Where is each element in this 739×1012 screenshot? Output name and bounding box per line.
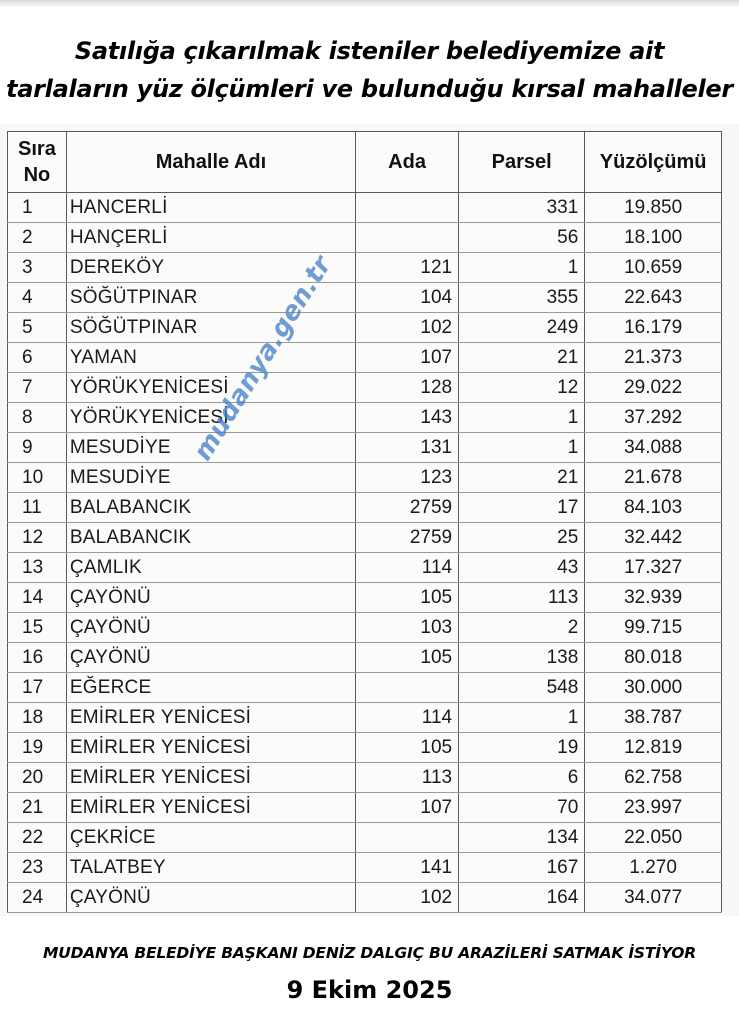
cell-yuzolcumu: 23.997 bbox=[585, 793, 722, 823]
cell-yuzolcumu: 37.292 bbox=[585, 403, 722, 433]
cell-yuzolcumu: 84.103 bbox=[585, 493, 722, 523]
cell-mahalle-adi: EĞERCE bbox=[66, 673, 355, 703]
cell-parsel: 70 bbox=[459, 793, 585, 823]
cell-mahalle-adi: SÖĞÜTPINAR bbox=[66, 283, 355, 313]
cell-ada bbox=[356, 823, 459, 853]
cell-yuzolcumu: 62.758 bbox=[585, 763, 722, 793]
cell-sira-no: 2 bbox=[8, 223, 67, 253]
cell-mahalle-adi: MESUDİYE bbox=[66, 433, 355, 463]
cell-mahalle-adi: ÇAYÖNÜ bbox=[66, 583, 355, 613]
cell-sira-no: 17 bbox=[8, 673, 67, 703]
cell-yuzolcumu: 17.327 bbox=[585, 553, 722, 583]
cell-parsel: 21 bbox=[459, 343, 585, 373]
cell-sira-no: 21 bbox=[8, 793, 67, 823]
cell-ada: 105 bbox=[356, 733, 459, 763]
cell-yuzolcumu: 21.678 bbox=[585, 463, 722, 493]
cell-yuzolcumu: 21.373 bbox=[585, 343, 722, 373]
cell-ada: 141 bbox=[356, 853, 459, 883]
cell-mahalle-adi: BALABANCIK bbox=[66, 523, 355, 553]
cell-sira-no: 7 bbox=[8, 373, 67, 403]
cell-yuzolcumu: 32.939 bbox=[585, 583, 722, 613]
cell-parsel: 56 bbox=[459, 223, 585, 253]
cell-ada: 121 bbox=[356, 253, 459, 283]
cell-ada: 105 bbox=[356, 583, 459, 613]
cell-parsel: 134 bbox=[459, 823, 585, 853]
cell-sira-no: 12 bbox=[8, 523, 67, 553]
cell-mahalle-adi: SÖĞÜTPINAR bbox=[66, 313, 355, 343]
cell-parsel: 19 bbox=[459, 733, 585, 763]
cell-sira-no: 10 bbox=[8, 463, 67, 493]
table-header-row bbox=[8, 132, 722, 193]
table-row bbox=[8, 433, 722, 463]
cell-yuzolcumu: 80.018 bbox=[585, 643, 722, 673]
cell-mahalle-adi: TALATBEY bbox=[66, 853, 355, 883]
cell-ada: 143 bbox=[356, 403, 459, 433]
cell-sira-no: 13 bbox=[8, 553, 67, 583]
header-yuzolcumu: Yüzölçümü bbox=[585, 132, 722, 193]
header-parsel: Parsel bbox=[459, 132, 585, 193]
cell-mahalle-adi: ÇAYÖNÜ bbox=[66, 613, 355, 643]
cell-ada: 128 bbox=[356, 373, 459, 403]
cell-mahalle-adi: HANÇERLİ bbox=[66, 223, 355, 253]
cell-mahalle-adi: EMİRLER YENİCESİ bbox=[66, 733, 355, 763]
cell-mahalle-adi: EMİRLER YENİCESİ bbox=[66, 763, 355, 793]
table-row bbox=[8, 463, 722, 493]
header-sira-no bbox=[8, 132, 67, 193]
cell-ada: 2759 bbox=[356, 493, 459, 523]
cell-parsel: 249 bbox=[459, 313, 585, 343]
cell-parsel: 2 bbox=[459, 613, 585, 643]
cell-ada: 114 bbox=[356, 703, 459, 733]
header-mahalle-adi: Mahalle Adı bbox=[66, 132, 355, 193]
cell-sira-no: 3 bbox=[8, 253, 67, 283]
cell-yuzolcumu: 30.000 bbox=[585, 673, 722, 703]
cell-yuzolcumu: 32.442 bbox=[585, 523, 722, 553]
cell-mahalle-adi: EMİRLER YENİCESİ bbox=[66, 793, 355, 823]
land-table bbox=[7, 131, 722, 913]
table-row bbox=[8, 373, 722, 403]
cell-parsel: 25 bbox=[459, 523, 585, 553]
cell-ada bbox=[356, 193, 459, 223]
cell-sira-no: 24 bbox=[8, 883, 67, 913]
cell-sira-no: 8 bbox=[8, 403, 67, 433]
cell-sira-no: 11 bbox=[8, 493, 67, 523]
watermark-text: mudanya.gen.tr bbox=[188, 251, 338, 466]
table-row bbox=[8, 763, 722, 793]
top-edge bbox=[0, 0, 739, 8]
cell-yuzolcumu: 34.088 bbox=[585, 433, 722, 463]
cell-sira-no: 5 bbox=[8, 313, 67, 343]
table-row bbox=[8, 523, 722, 553]
cell-parsel: 1 bbox=[459, 253, 585, 283]
cell-mahalle-adi: YÖRÜKYENİCESİ bbox=[66, 373, 355, 403]
cell-ada: 102 bbox=[356, 313, 459, 343]
cell-sira-no: 1 bbox=[8, 193, 67, 223]
table-row bbox=[8, 583, 722, 613]
cell-ada: 102 bbox=[356, 883, 459, 913]
cell-mahalle-adi: ÇAYÖNÜ bbox=[66, 883, 355, 913]
cell-sira-no: 6 bbox=[8, 343, 67, 373]
cell-yuzolcumu: 19.850 bbox=[585, 193, 722, 223]
cell-mahalle-adi: EMİRLER YENİCESİ bbox=[66, 703, 355, 733]
cell-sira-no: 9 bbox=[8, 433, 67, 463]
cell-parsel: 548 bbox=[459, 673, 585, 703]
page-title bbox=[0, 32, 739, 108]
header-ada: Ada bbox=[356, 132, 459, 193]
cell-ada bbox=[356, 673, 459, 703]
cell-yuzolcumu: 22.643 bbox=[585, 283, 722, 313]
table-row bbox=[8, 193, 722, 223]
cell-sira-no: 22 bbox=[8, 823, 67, 853]
title-line-1: Satılığa çıkarılmak isteniler belediyemize ait bbox=[74, 37, 665, 65]
footer-headline: MUDANYA BELEDİYE BAŞKANI DENİZ DALGIÇ BU ARAZİLERİ SATMAK İSTİYOR bbox=[42, 944, 697, 962]
cell-parsel: 138 bbox=[459, 643, 585, 673]
cell-parsel: 6 bbox=[459, 763, 585, 793]
cell-yuzolcumu: 16.179 bbox=[585, 313, 722, 343]
cell-sira-no: 23 bbox=[8, 853, 67, 883]
table-row bbox=[8, 343, 722, 373]
cell-parsel: 167 bbox=[459, 853, 585, 883]
cell-yuzolcumu: 22.050 bbox=[585, 823, 722, 853]
cell-parsel: 1 bbox=[459, 403, 585, 433]
cell-sira-no: 18 bbox=[8, 703, 67, 733]
cell-mahalle-adi: BALABANCIK bbox=[66, 493, 355, 523]
title-line-2: tarlaların yüz ölçümleri ve bulunduğu kırsal mahalleler bbox=[6, 75, 733, 103]
cell-parsel: 1 bbox=[459, 703, 585, 733]
table-row bbox=[8, 493, 722, 523]
cell-yuzolcumu: 99.715 bbox=[585, 613, 722, 643]
cell-ada: 114 bbox=[356, 553, 459, 583]
header-sira-no-label: Sıra No bbox=[18, 138, 56, 186]
table-row bbox=[8, 853, 722, 883]
cell-parsel: 331 bbox=[459, 193, 585, 223]
cell-mahalle-adi: ÇAMLIK bbox=[66, 553, 355, 583]
table-row bbox=[8, 643, 722, 673]
cell-mahalle-adi: MESUDİYE bbox=[66, 463, 355, 493]
table-row bbox=[8, 703, 722, 733]
cell-sira-no: 16 bbox=[8, 643, 67, 673]
cell-sira-no: 19 bbox=[8, 733, 67, 763]
table-row bbox=[8, 733, 722, 763]
cell-sira-no: 15 bbox=[8, 613, 67, 643]
cell-ada: 107 bbox=[356, 343, 459, 373]
cell-sira-no: 14 bbox=[8, 583, 67, 613]
table-row bbox=[8, 793, 722, 823]
cell-ada: 107 bbox=[356, 793, 459, 823]
cell-mahalle-adi: YÖRÜKYENİCESİ bbox=[66, 403, 355, 433]
cell-mahalle-adi: YAMAN bbox=[66, 343, 355, 373]
cell-parsel: 43 bbox=[459, 553, 585, 583]
cell-ada bbox=[356, 223, 459, 253]
table-row bbox=[8, 253, 722, 283]
cell-ada: 131 bbox=[356, 433, 459, 463]
table-row bbox=[8, 823, 722, 853]
cell-parsel: 355 bbox=[459, 283, 585, 313]
cell-ada: 105 bbox=[356, 643, 459, 673]
table-row bbox=[8, 883, 722, 913]
cell-ada: 113 bbox=[356, 763, 459, 793]
cell-mahalle-adi: HANCERLİ bbox=[66, 193, 355, 223]
table-row bbox=[8, 673, 722, 703]
cell-ada: 104 bbox=[356, 283, 459, 313]
cell-sira-no: 20 bbox=[8, 763, 67, 793]
cell-yuzolcumu: 1.270 bbox=[585, 853, 722, 883]
cell-parsel: 17 bbox=[459, 493, 585, 523]
cell-parsel: 12 bbox=[459, 373, 585, 403]
cell-ada: 103 bbox=[356, 613, 459, 643]
cell-ada: 123 bbox=[356, 463, 459, 493]
cell-ada: 2759 bbox=[356, 523, 459, 553]
footer-date: 9 Ekim 2025 bbox=[286, 976, 453, 1004]
cell-parsel: 1 bbox=[459, 433, 585, 463]
cell-mahalle-adi: ÇEKRİCE bbox=[66, 823, 355, 853]
cell-yuzolcumu: 38.787 bbox=[585, 703, 722, 733]
table-row bbox=[8, 403, 722, 433]
cell-yuzolcumu: 10.659 bbox=[585, 253, 722, 283]
table-row bbox=[8, 613, 722, 643]
table-row bbox=[8, 553, 722, 583]
cell-parsel: 113 bbox=[459, 583, 585, 613]
cell-yuzolcumu: 12.819 bbox=[585, 733, 722, 763]
cell-yuzolcumu: 34.077 bbox=[585, 883, 722, 913]
table-row bbox=[8, 313, 722, 343]
cell-yuzolcumu: 18.100 bbox=[585, 223, 722, 253]
cell-parsel: 21 bbox=[459, 463, 585, 493]
table-row bbox=[8, 223, 722, 253]
cell-mahalle-adi: DEREKÖY bbox=[66, 253, 355, 283]
cell-yuzolcumu: 29.022 bbox=[585, 373, 722, 403]
table-row bbox=[8, 283, 722, 313]
cell-sira-no: 4 bbox=[8, 283, 67, 313]
cell-mahalle-adi: ÇAYÖNÜ bbox=[66, 643, 355, 673]
cell-parsel: 164 bbox=[459, 883, 585, 913]
